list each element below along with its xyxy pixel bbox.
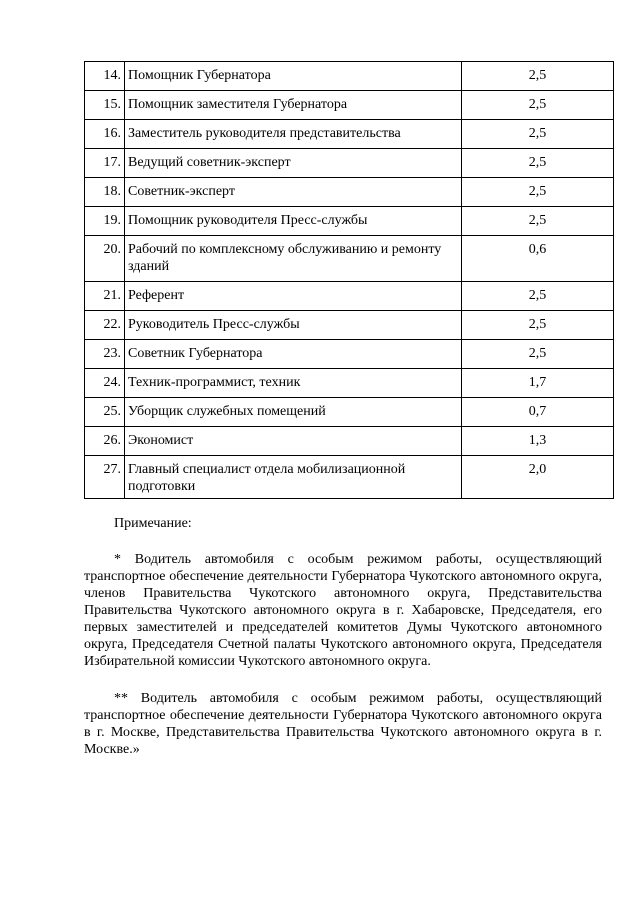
coefficient-value: 2,5 — [462, 62, 614, 91]
position-name: Референт — [125, 282, 462, 311]
position-name: Главный специалист отдела мобилизационной подготовки — [125, 456, 462, 499]
table-row — [85, 398, 614, 427]
row-number: 27. — [85, 456, 125, 499]
position-name: Экономист — [125, 427, 462, 456]
position-name: Техник-программист, техник — [125, 369, 462, 398]
table-row — [85, 62, 614, 91]
table-row — [85, 207, 614, 236]
table-row — [85, 311, 614, 340]
row-number: 14. — [85, 62, 125, 91]
row-number: 15. — [85, 91, 125, 120]
position-name: Заместитель руководителя представительства — [125, 120, 462, 149]
row-number: 23. — [85, 340, 125, 369]
table-row — [85, 340, 614, 369]
positions-table — [84, 61, 614, 499]
coefficient-value: 2,5 — [462, 149, 614, 178]
coefficient-value: 0,7 — [462, 398, 614, 427]
row-number: 19. — [85, 207, 125, 236]
position-name: Уборщик служебных помещений — [125, 398, 462, 427]
position-name: Ведущий советник-эксперт — [125, 149, 462, 178]
coefficient-value: 0,6 — [462, 236, 614, 282]
row-number: 21. — [85, 282, 125, 311]
position-name: Советник Губернатора — [125, 340, 462, 369]
row-number: 25. — [85, 398, 125, 427]
table-row — [85, 120, 614, 149]
table-row — [85, 369, 614, 398]
coefficient-value: 2,5 — [462, 340, 614, 369]
coefficient-value: 2,5 — [462, 120, 614, 149]
position-name: Помощник заместителя Губернатора — [125, 91, 462, 120]
coefficient-value: 2,0 — [462, 456, 614, 499]
row-number: 22. — [85, 311, 125, 340]
row-number: 17. — [85, 149, 125, 178]
coefficient-value: 2,5 — [462, 207, 614, 236]
position-name: Рабочий по комплексному обслуживанию и ремонту зданий — [125, 236, 462, 282]
table-row — [85, 236, 614, 282]
table-row — [85, 456, 614, 499]
row-number: 26. — [85, 427, 125, 456]
coefficient-value: 2,5 — [462, 282, 614, 311]
position-name: Помощник Губернатора — [125, 62, 462, 91]
row-number: 18. — [85, 178, 125, 207]
note-paragraph-1: * Водитель автомобиля с особым режимом работы, осуществляющий транспортное обеспечение деятельности Губернатора Чукотского автономного округа, членов Правительства Чукотского автономного округа, Представительства Правительства Чукотского автономного округа в г. Хабаровске, Председателя, его первых заместителей и председателей комитетов Думы Чукотского автономного округа, Председателя Счетной палаты Чукотского автономного округа, Председателя Избирательной комиссии Чукотского автономного округа. — [84, 552, 602, 669]
notes-heading: Примечание: — [114, 516, 192, 531]
row-number: 24. — [85, 369, 125, 398]
position-name: Советник-эксперт — [125, 178, 462, 207]
row-number: 16. — [85, 120, 125, 149]
note-paragraph-2: ** Водитель автомобиля с особым режимом работы, осуществляющий транспортное обеспечение деятельности Губернатора Чукотского автономного округа в г. Москве, Представительства Правительства Чукотского автономного округа в г. Москве.» — [84, 691, 602, 757]
position-name: Помощник руководителя Пресс-службы — [125, 207, 462, 236]
table-row — [85, 178, 614, 207]
table-row — [85, 282, 614, 311]
coefficient-value: 1,3 — [462, 427, 614, 456]
position-name: Руководитель Пресс-службы — [125, 311, 462, 340]
table-row — [85, 427, 614, 456]
coefficient-value: 2,5 — [462, 311, 614, 340]
coefficient-value: 2,5 — [462, 178, 614, 207]
coefficient-value: 1,7 — [462, 369, 614, 398]
coefficient-value: 2,5 — [462, 91, 614, 120]
table-row — [85, 149, 614, 178]
row-number: 20. — [85, 236, 125, 282]
table-row — [85, 91, 614, 120]
